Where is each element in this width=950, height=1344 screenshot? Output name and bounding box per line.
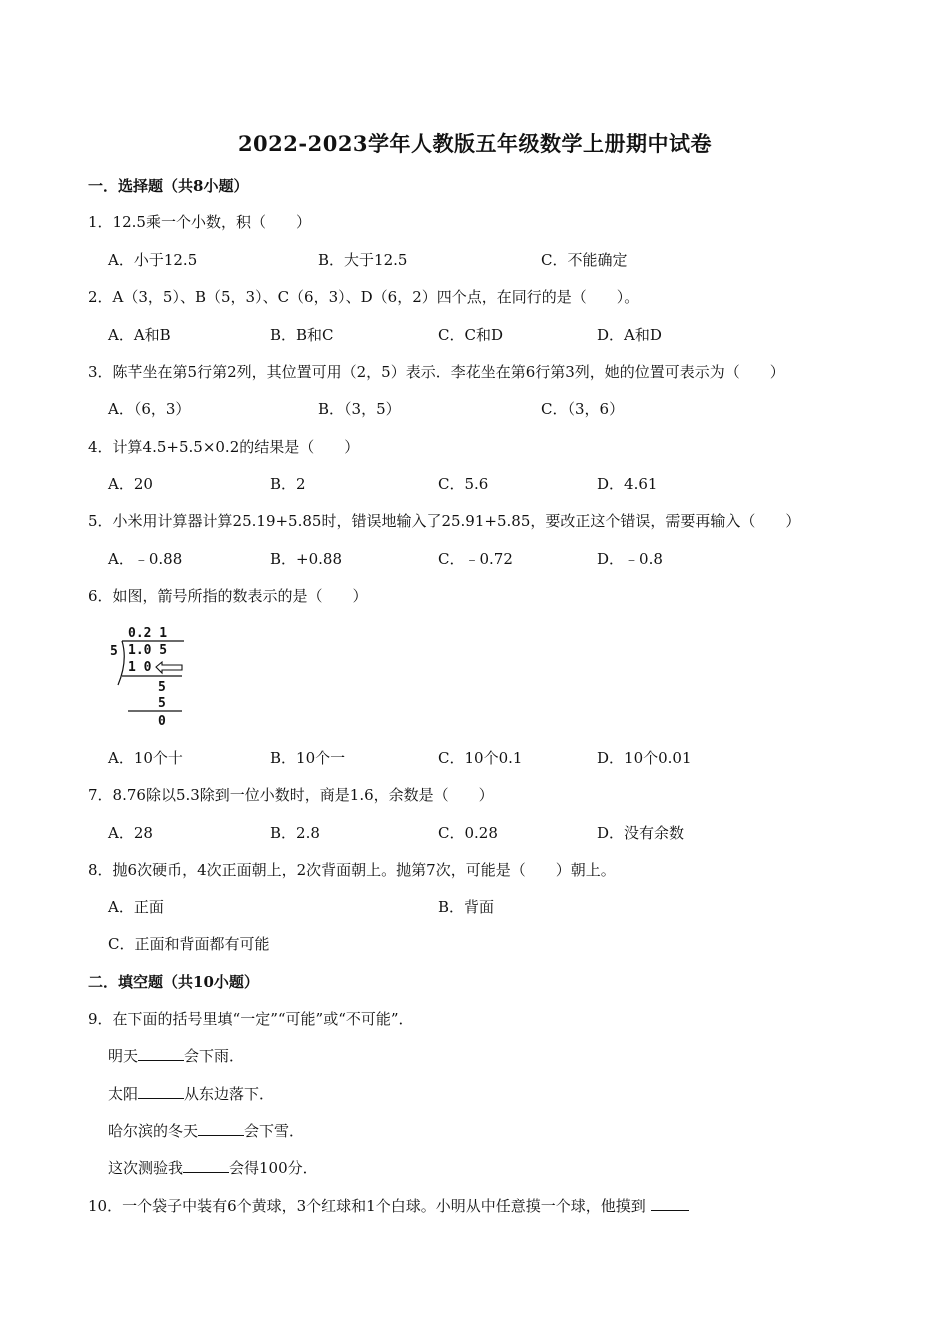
q3-option-c: C．（3，6） xyxy=(541,400,625,418)
q8-option-c: C．正面和背面都有可能 xyxy=(108,935,270,953)
q9-line-3-start: 哈尔滨的冬天 xyxy=(108,1122,199,1140)
question-5: 5．小米用计算器计算25.19+5.85时，错误地输入了25.91+5.85，要改正这个错误，需要再输入（ ） xyxy=(88,512,801,530)
q6-option-a: A．10个十 xyxy=(108,749,183,767)
question-2: 2．A（3，5）、B（5，3）、C（6，3）、D（6，2）四个点，在同行的是（ ）。 xyxy=(88,288,640,306)
q5-option-b: B．+0.88 xyxy=(270,550,342,568)
division-quotient: 0.2 1 xyxy=(128,626,168,641)
exam-title: 2022-2023学年人教版五年级数学上册期中试卷 xyxy=(237,131,713,156)
question-6: 6．如图，箭号所指的数表示的是（ ） xyxy=(88,587,368,605)
q9-line-4-start: 这次测验我 xyxy=(108,1159,184,1177)
q4-option-b: B．2 xyxy=(270,475,306,493)
q2-option-b: B．B和C xyxy=(270,326,334,344)
q9-line-1-start: 明天 xyxy=(108,1047,139,1065)
q9-line-2-start: 太阳 xyxy=(108,1085,139,1103)
q5-option-c: C．﹣0.72 xyxy=(438,550,513,568)
q7-option-d: D．没有余数 xyxy=(597,824,685,842)
section-fill-heading: 二．填空题（共10小题） xyxy=(88,973,259,991)
division-bracket-curve xyxy=(118,641,124,685)
q9-line-4-end: 会得100分． xyxy=(229,1159,318,1177)
q6-option-c: C．10个0.1 xyxy=(438,749,523,767)
division-step-1: 1 0 xyxy=(128,660,152,675)
q2-option-a: A．A和B xyxy=(108,326,171,344)
q7-option-a: A．28 xyxy=(108,824,153,842)
division-remainder: 0 xyxy=(158,714,166,729)
q1-option-c: C．不能确定 xyxy=(541,251,628,269)
q9-line-2 xyxy=(108,1083,274,1104)
section-choice-heading: 一．选择题（共8小题） xyxy=(88,177,249,195)
q9-line-3 xyxy=(108,1120,304,1141)
q4-option-a: A．20 xyxy=(108,475,153,493)
q8-option-b: B．背面 xyxy=(438,898,495,916)
q3-option-b: B．（3，5） xyxy=(318,400,401,418)
q8-option-a: A．正面 xyxy=(108,898,164,916)
q4-option-c: C．5.6 xyxy=(438,475,489,493)
division-divisor: 5 xyxy=(110,644,118,659)
q7-option-c: C．0.28 xyxy=(438,824,498,842)
q1-option-b: B．大于12.5 xyxy=(318,251,408,269)
q3-option-a: A．（6，3） xyxy=(108,400,191,418)
question-8: 8．抛6次硬币，4次正面朝上，2次背面朝上。抛第7次，可能是（ ）朝上。 xyxy=(88,861,616,879)
answer-blank[interactable] xyxy=(138,1046,184,1061)
q2-option-d: D．A和D xyxy=(597,326,662,344)
q4-option-d: D．4.61 xyxy=(597,475,658,493)
q6-option-d: D．10个0.01 xyxy=(597,749,692,767)
q5-option-d: D．﹣0.8 xyxy=(597,550,663,568)
q2-option-c: C．C和D xyxy=(438,326,503,344)
q9-line-3-end: 会下雪． xyxy=(244,1122,305,1140)
q9-line-4 xyxy=(108,1157,318,1178)
answer-blank[interactable] xyxy=(198,1121,244,1136)
question-1: 1．12.5乘一个小数，积（ ） xyxy=(88,213,311,231)
answer-blank[interactable] xyxy=(138,1084,184,1099)
q1-option-a: A．小于12.5 xyxy=(108,251,198,269)
q6-option-b: B．10个一 xyxy=(270,749,346,767)
question-7: 7．8.76除以5.3除到一位小数时，商是1.6，余数是（ ） xyxy=(88,786,494,804)
question-4: 4．计算4.5+5.5×0.2的结果是（ ） xyxy=(88,438,360,456)
q10-stem: 10．一个袋子中装有6个黄球，3个红球和1个白球。小明从中任意摸一个球，他摸到 xyxy=(88,1197,646,1215)
division-step-3: 5 xyxy=(158,696,166,711)
question-10 xyxy=(88,1195,689,1216)
answer-blank[interactable] xyxy=(183,1158,229,1173)
q7-option-b: B．2.8 xyxy=(270,824,320,842)
question-9: 9．在下面的括号里填“一定”“可能”或“不可能”． xyxy=(88,1010,414,1028)
q9-line-2-end: 从东边落下． xyxy=(184,1085,275,1103)
long-division-figure xyxy=(106,621,190,729)
arrow-icon xyxy=(156,662,182,673)
q5-option-a: A．﹣0.88 xyxy=(108,550,183,568)
question-3: 3．陈芊坐在第5行第2列，其位置可用（2，5）表示．李花坐在第6行第3列，她的位置可表示为（ ） xyxy=(88,363,785,381)
division-dividend: 1.0 5 xyxy=(128,643,168,658)
division-step-2: 5 xyxy=(158,680,166,695)
answer-blank[interactable] xyxy=(651,1196,689,1211)
q9-line-1-end: 会下雨． xyxy=(184,1047,245,1065)
q9-line-1 xyxy=(108,1045,244,1066)
